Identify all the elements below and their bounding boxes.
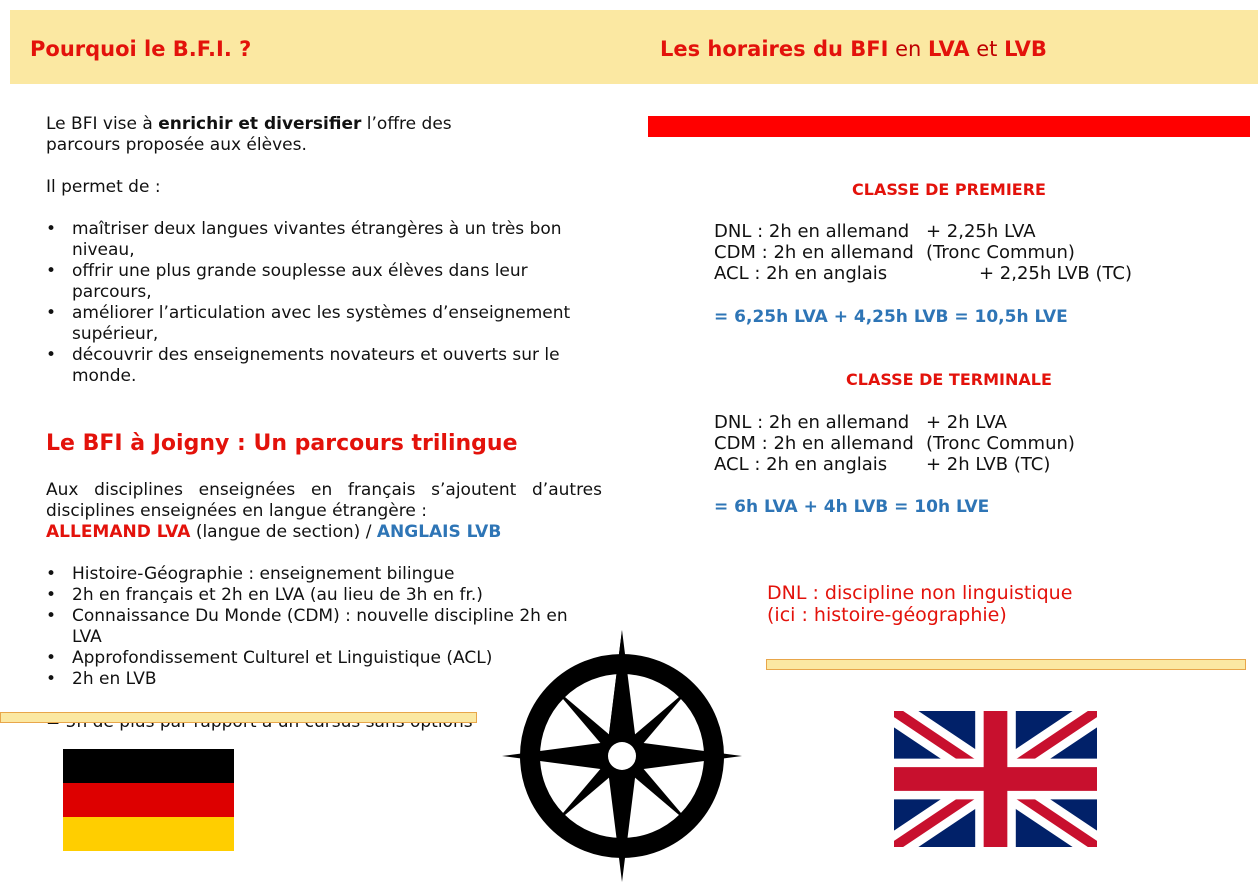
schedule-right: (Tronc Commun) [926,433,1075,454]
uk-flag-icon [894,711,1097,847]
language-line [46,522,501,543]
left-divider [0,712,477,723]
intro-before: Le BFI vise à [46,114,159,134]
right-title-part5: LVB [1004,37,1047,61]
schedule-left: ACL : 2h en anglais [714,454,888,475]
dnl-note [767,582,1072,626]
schedule-left: DNL : 2h en allemand [714,412,910,433]
right-title-part1: Les horaires du BFI [660,37,889,61]
joigny-intro: Aux disciplines enseignées en français s’ajoutent d’autres disciplines enseignées en langue étrangère : [46,480,602,521]
terminale-total: = 6h LVA + 4h LVB = 10h LVE [714,497,990,517]
schedule-row [714,412,1134,433]
schedule-left: ACL : 2h en anglais [714,263,888,284]
intro-paragraph [46,114,516,156]
schedule-left: CDM : 2h en allemand [714,433,914,454]
list-item: • améliorer l’articulation avec les systèmes d’enseignement supérieur, [46,303,581,345]
schedule-right: + 2h LVA [926,412,1007,433]
left-title: Pourquoi le B.F.I. ? [30,37,252,61]
schedule-row [714,242,1134,263]
list-item: • maîtriser deux langues vivantes étrangères à un très bon niveau, [46,219,581,261]
schedule-left: CDM : 2h en allemand [714,242,914,263]
list-item: • Connaissance Du Monde (CDM) : nouvelle discipline 2h en LVA [46,606,586,648]
schedule-right: + 2,25h LVB (TC) [979,263,1132,284]
allemand-label: ALLEMAND LVA [46,522,191,542]
right-title-part3: LVA [928,37,970,61]
premiere-title: CLASSE DE PREMIERE [852,180,1046,199]
note-line: DNL : discipline non linguistique [767,582,1073,604]
red-bar [648,116,1250,137]
schedule-right: + 2h LVB (TC) [926,454,1051,475]
note-line: (ici : histoire-géographie) [767,604,1007,626]
list-item: • Histoire-Géographie : enseignement bilingue [46,564,586,585]
anglais-label: ANGLAIS LVB [376,522,502,542]
intro-after: l’offre des parcours proposée aux élèves. [46,114,452,155]
right-divider [766,659,1246,670]
list-item: • 2h en LVB [46,669,586,690]
intro-bold: enrichir et diversifier [158,114,362,134]
list-item: • 2h en français et 2h en LVA (au lieu de 3h en fr.) [46,585,586,606]
terminale-title: CLASSE DE TERMINALE [846,370,1052,389]
right-title-part2: en [888,37,928,61]
schedule-left: DNL : 2h en allemand [714,221,910,242]
compass-rose-icon [500,628,743,884]
schedule-row [714,221,1134,242]
schedule-right: (Tronc Commun) [926,242,1075,263]
language-middle: (langue de section) / [190,522,377,542]
advantages-list [46,219,581,387]
list-item: • Approfondissement Culturel et Linguistique (ACL) [46,648,586,669]
premiere-schedule [714,221,1134,284]
german-flag-icon [63,749,234,851]
right-title [660,37,1047,61]
right-title-part4: et [969,37,1005,61]
permet-text: Il permet de : [46,177,161,197]
schedule-row [714,433,1134,454]
joigny-title: Le BFI à Joigny : Un parcours trilingue [46,431,518,456]
schedule-row [714,263,1134,284]
list-item: • découvrir des enseignements novateurs et ouverts sur le monde. [46,345,581,387]
terminale-schedule [714,412,1134,475]
schedule-right: + 2,25h LVA [926,221,1036,242]
premiere-total: = 6,25h LVA + 4,25h LVB = 10,5h LVE [714,307,1068,327]
list-item: • offrir une plus grande souplesse aux élèves dans leur parcours, [46,261,581,303]
schedule-row [714,454,1134,475]
